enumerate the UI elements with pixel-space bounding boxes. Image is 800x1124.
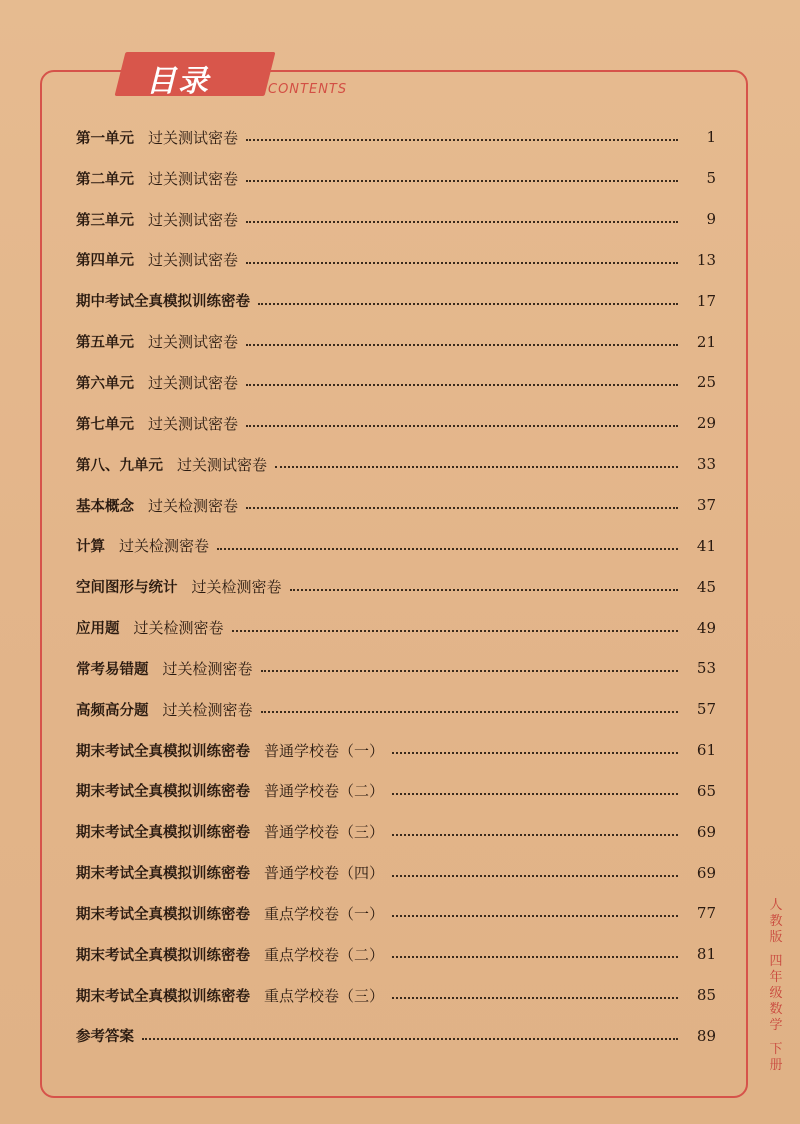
toc-entry-title: 计算 [76,539,105,556]
toc-entry[interactable] [76,648,716,689]
toc-entry-subtitle: 过关测试密卷 [177,455,268,474]
toc-entry-title: 第二单元 [76,171,134,188]
toc-leader-dots [275,466,678,468]
toc-leader-dots [261,670,678,672]
toc-entry[interactable] [76,566,716,607]
toc-entry[interactable] [76,730,716,771]
toc-entry[interactable] [76,158,716,199]
toc-entry[interactable] [76,811,716,852]
toc-entry-subtitle: 过关测试密卷 [148,251,239,270]
toc-leader-dots [246,139,678,141]
page-subtitle: CONTENTS [268,82,348,97]
toc-entry-subtitle: 过关测试密卷 [148,210,239,229]
toc-entry-title: 第一单元 [76,130,134,147]
toc-entry-subtitle: 普通学校卷（四） [264,864,385,883]
page-title: 目录 [146,64,210,99]
toc-entry-subtitle: 过关检测密卷 [191,578,282,597]
toc-entry[interactable] [76,975,716,1016]
toc-entry-title: 第三单元 [76,212,134,229]
side-grade: 四 年 级 数 学 [769,954,783,1033]
toc-entry[interactable] [76,199,716,240]
toc-entry[interactable] [76,485,716,526]
toc-entry[interactable] [76,934,716,975]
toc-page-number: 13 [696,250,716,269]
toc-entry-title: 期末考试全真模拟训练密卷 [76,988,250,1005]
toc-entry[interactable] [76,117,716,158]
toc-entry-subtitle: 重点学校卷（二） [264,945,385,964]
toc-entry[interactable] [76,525,716,566]
toc-entry-title: 期末考试全真模拟训练密卷 [76,866,250,883]
toc-leader-dots [142,1038,678,1040]
toc-entry[interactable] [76,362,716,403]
toc-leader-dots [217,548,678,550]
side-label [762,898,790,1074]
toc-leader-dots [246,507,678,509]
toc-entry-subtitle: 重点学校卷（一） [264,904,385,923]
toc-page-number: 85 [696,986,716,1005]
side-publisher: 人 教 版 [769,898,783,945]
toc-entry-title: 第五单元 [76,335,134,352]
toc-page-number: 61 [696,741,716,760]
toc-entry-title: 基本概念 [76,498,134,515]
toc-entry[interactable] [76,280,716,321]
toc-entry-subtitle: 重点学校卷（三） [264,986,385,1005]
toc-entry-title: 空间图形与统计 [76,580,178,597]
toc-page-number: 1 [706,128,716,147]
toc-entry[interactable] [76,852,716,893]
toc-header [120,52,420,98]
toc-entry-subtitle: 普通学校卷（一） [264,741,385,760]
toc-entry-subtitle: 普通学校卷（二） [264,782,385,801]
toc-page-number: 37 [696,496,716,515]
toc-entry[interactable] [76,607,716,648]
toc-leader-dots [392,915,678,917]
toc-leader-dots [392,793,678,795]
toc-page-number: 21 [696,332,716,351]
toc-entry-title: 期末考试全真模拟训练密卷 [76,906,250,923]
toc-entry-subtitle: 过关检测密卷 [162,700,253,719]
toc-entry[interactable] [76,321,716,362]
side-volume: 下 册 [769,1042,783,1073]
toc-entry-subtitle: 过关检测密卷 [148,496,239,515]
toc-entry-subtitle: 过关测试密卷 [148,169,239,188]
toc-page-number: 45 [696,577,716,596]
toc-page-number: 81 [696,945,716,964]
toc-entry-subtitle: 普通学校卷（三） [264,823,385,842]
toc-page-number: 29 [696,414,716,433]
toc-leader-dots [246,344,678,346]
toc-page-number: 17 [696,291,716,310]
toc-entry[interactable] [76,893,716,934]
toc-page-number: 41 [696,536,716,555]
toc-page-number: 69 [696,822,716,841]
toc-leader-dots [261,711,678,713]
toc-entry[interactable] [76,771,716,812]
toc-entry-title: 第七单元 [76,416,134,433]
toc-leader-dots [246,384,678,386]
toc-leader-dots [246,221,678,223]
toc-entry[interactable] [76,240,716,281]
toc-entry-title: 期末考试全真模拟训练密卷 [76,743,250,760]
toc-entry[interactable] [76,444,716,485]
toc-page-number: 33 [696,455,716,474]
toc-entry-subtitle: 过关测试密卷 [148,414,239,433]
toc-entry-title: 第四单元 [76,253,134,270]
toc-entry-title: 常考易错题 [76,661,149,678]
toc-page-number: 57 [696,700,716,719]
toc-leader-dots [290,589,678,591]
toc-page-number: 65 [696,781,716,800]
toc-entry-title: 第八、九单元 [76,457,163,474]
toc-leader-dots [392,752,678,754]
toc-leader-dots [258,303,678,305]
toc-page-number: 69 [696,863,716,882]
toc-page-number: 89 [696,1026,716,1045]
toc-entry-title: 第六单元 [76,375,134,392]
toc-entry-subtitle: 过关测试密卷 [148,373,239,392]
table-of-contents [76,117,716,1056]
toc-page-number: 49 [696,618,716,637]
toc-entry-title: 参考答案 [76,1029,134,1046]
toc-page-number: 25 [696,373,716,392]
toc-entry-title: 应用题 [76,621,120,638]
toc-leader-dots [246,180,678,182]
toc-leader-dots [392,956,678,958]
toc-page-number: 9 [706,210,716,229]
toc-leader-dots [392,875,678,877]
toc-entry[interactable] [76,1016,716,1057]
toc-leader-dots [246,425,678,427]
toc-page-number: 53 [696,659,716,678]
toc-entry-subtitle: 过关测试密卷 [148,333,239,352]
toc-entry-subtitle: 过关测试密卷 [148,128,239,147]
toc-entry-title: 期中考试全真模拟训练密卷 [76,294,250,311]
toc-page-number: 77 [696,904,716,923]
toc-entry-title: 期末考试全真模拟训练密卷 [76,784,250,801]
toc-entry-title: 期末考试全真模拟训练密卷 [76,947,250,964]
toc-entry-title: 高频高分题 [76,702,149,719]
toc-entry-title: 期末考试全真模拟训练密卷 [76,825,250,842]
toc-entry-subtitle: 过关检测密卷 [133,619,224,638]
toc-entry[interactable] [76,689,716,730]
toc-leader-dots [392,997,678,999]
toc-entry[interactable] [76,403,716,444]
toc-entry-subtitle: 过关检测密卷 [119,537,210,556]
toc-entry-subtitle: 过关检测密卷 [162,659,253,678]
toc-leader-dots [392,834,678,836]
toc-leader-dots [232,630,678,632]
toc-leader-dots [246,262,678,264]
toc-page-number: 5 [706,169,716,188]
